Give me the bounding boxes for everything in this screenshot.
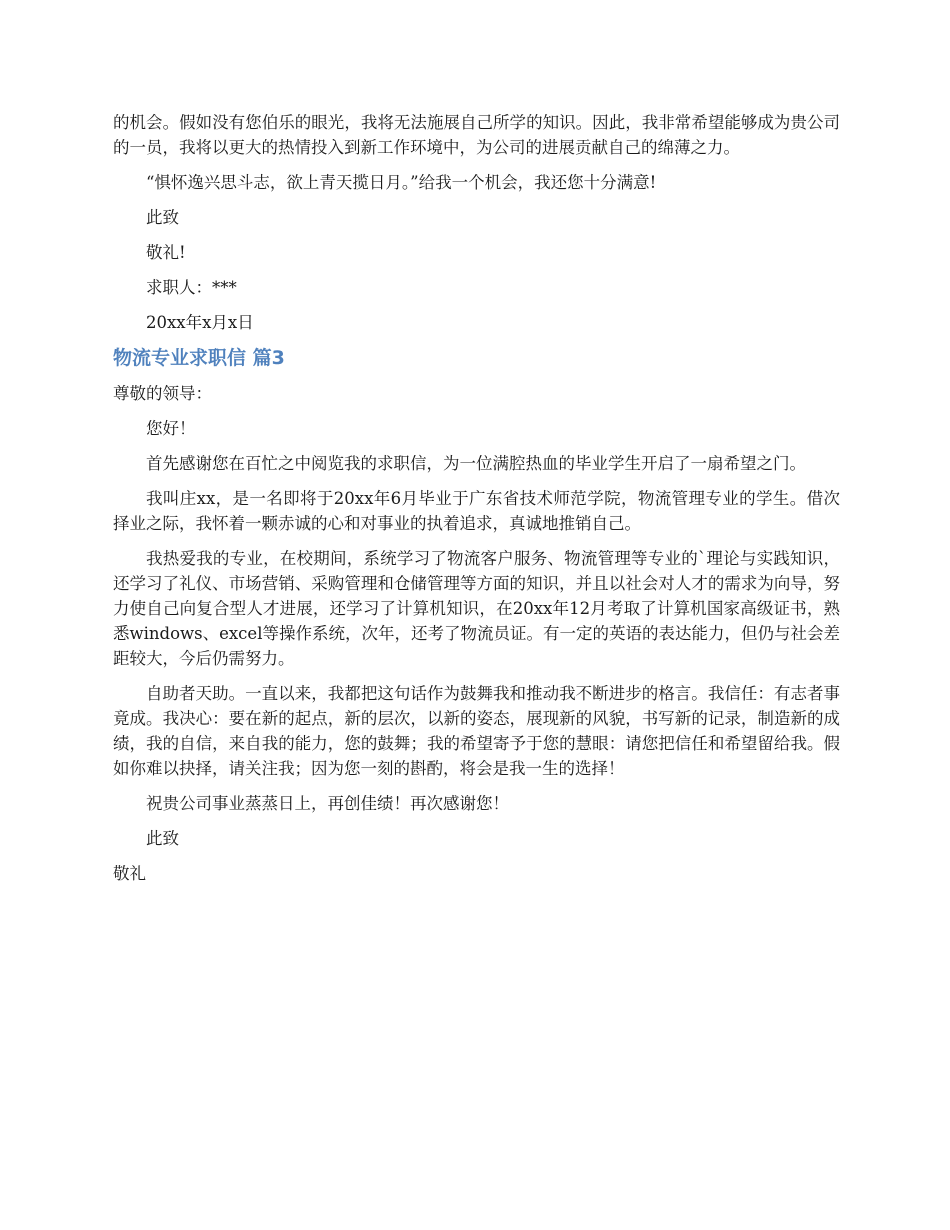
paragraph-quote: “惧怀逸兴思斗志，欲上青天揽日月。”给我一个机会，我还您十分满意! [146, 173, 657, 192]
paragraph-thanks: 首先感谢您在百忙之中阅览我的求职信，为一位满腔热血的毕业学生开启了一扇希望之门。 [146, 454, 806, 473]
paragraph-introduction: 我叫庄xx，是一名即将于20xx年6月毕业于广东省技术师范学院，物流管理专业的学生。借次择业之际，我怀着一颗赤诚的心和对事业的执着追求，真诚地推销自己。 [113, 489, 840, 533]
closing-jingli-2: 敬礼 [113, 864, 146, 883]
letter-date: 20xx年x月x日 [146, 313, 254, 332]
paragraph-motto: 自助者天助。一直以来，我都把这句话作为鼓舞我和推动我不断进步的格言。我信任：有志者事竟成。我决心：要在新的起点，新的层次，以新的姿态，展现新的风貌，书写新的记录，制造新的成绩，我的自信，来自我的能力，您的鼓舞；我的希望寄予于您的慧眼：请您把信任和希望留给我。假如你难以抉择，请关注我；因为您一刻的斟酌，将会是我一生的选择！ [113, 684, 840, 778]
paragraph-wishes: 祝贵公司事业蒸蒸日上，再创佳绩！再次感谢您！ [146, 794, 509, 813]
section-heading: 物流专业求职信 篇3 [113, 347, 285, 369]
greeting: 您好！ [146, 419, 196, 438]
salutation: 尊敬的领导： [113, 384, 212, 403]
paragraph-opportunity: 的机会。假如没有您伯乐的眼光，我将无法施展自己所学的知识。因此，我非常希望能够成为贵公司的一员，我将以更大的热情投入到新工作环境中，为公司的进展贡献自己的绵薄之力。 [113, 113, 840, 157]
closing-jingli: 敬礼! [146, 243, 186, 262]
document-body [113, 110, 840, 896]
closing-cizhi: 此致 [146, 208, 179, 227]
applicant-signature: 求职人：*** [146, 278, 237, 297]
closing-cizhi-2: 此致 [146, 829, 179, 848]
paragraph-studies: 我热爱我的专业，在校期间，系统学习了物流客户服务、物流管理等专业的`理论与实践知识，还学习了礼仪、市场营销、采购管理和仓储管理等方面的知识，并且以社会对人才的需求为向导，努力使自己向复合型人才进展，还学习了计算机知识，在20xx年12月考取了计算机国家高级证书，熟悉windows、excel等操作系统，次年，还考了物流员证。有一定的英语的表达能力，但仍与社会差距较大，今后仍需努力。 [113, 549, 840, 668]
